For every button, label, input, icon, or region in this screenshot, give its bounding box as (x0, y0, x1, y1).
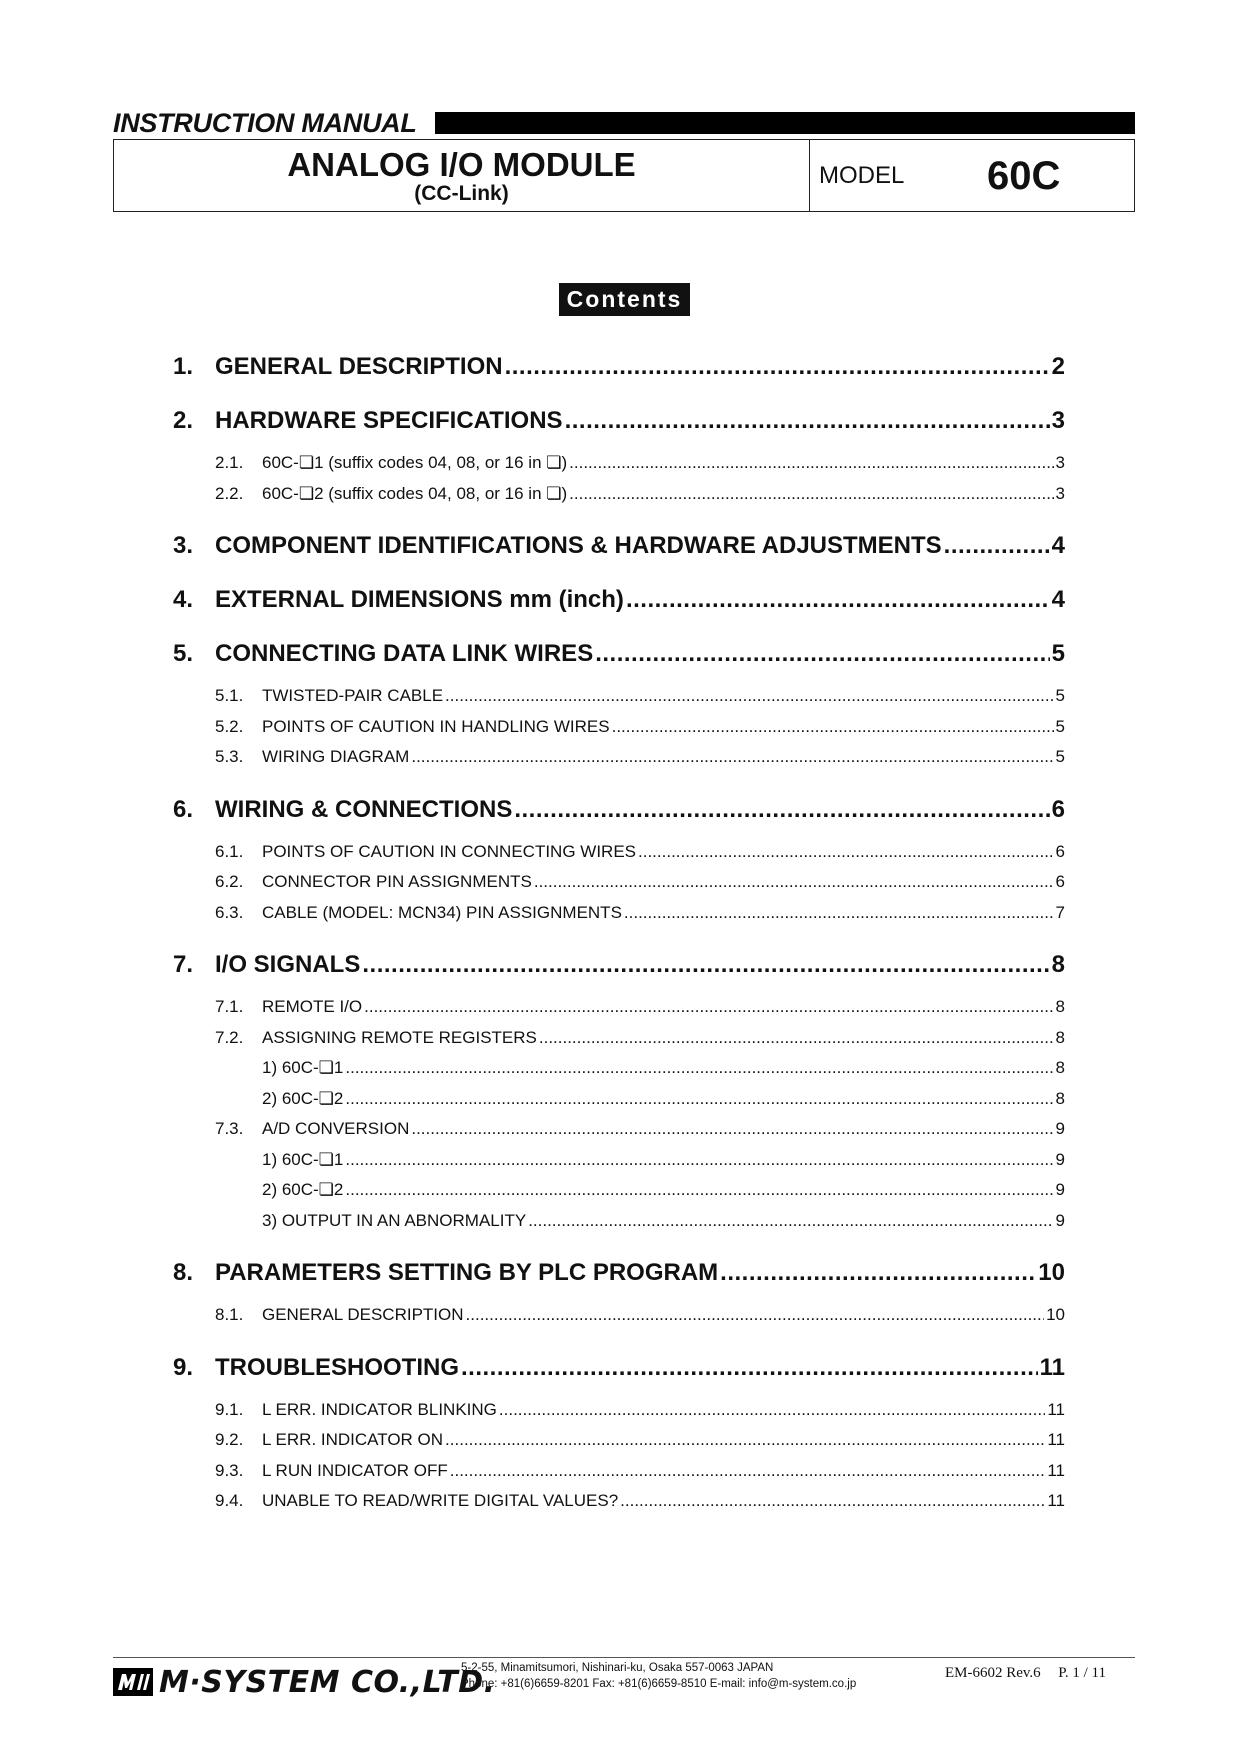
toc-leader-dots (411, 747, 1053, 767)
product-cell (114, 140, 810, 211)
toc-entry-page: 3 (1051, 407, 1065, 434)
toc-entry-title: L RUN INDICATOR OFF (262, 1460, 448, 1480)
toc-entry-minor[interactable] (173, 1206, 1065, 1237)
document-number: EM-6602 Rev.6 (945, 1665, 1041, 1681)
toc-entry-page: 4 (1051, 586, 1065, 613)
toc-leader-dots (539, 1028, 1054, 1048)
toc-entry-minor[interactable] (173, 681, 1065, 712)
m-system-logo-icon (113, 1668, 153, 1696)
toc-entry-page: 5 (1051, 640, 1065, 667)
toc-entry-minor[interactable] (173, 448, 1065, 479)
toc-entry-number: 1. (173, 353, 194, 380)
toc-entry-page: 11 (1047, 1460, 1065, 1480)
toc-leader-dots (445, 1430, 1045, 1450)
toc-entry-minor[interactable] (173, 1395, 1065, 1426)
toc-entry-page: 11 (1047, 1430, 1065, 1450)
toc-leader-dots (345, 1089, 1053, 1109)
toc-entry-title: WIRING DIAGRAM (262, 747, 410, 767)
toc-entry-number: 7.1. (215, 997, 244, 1017)
toc-entry-number: 2.1. (215, 453, 244, 473)
toc-entry-page: 5 (1055, 686, 1065, 706)
page-number: P. 1 / 11 (1058, 1665, 1106, 1681)
footer-divider (113, 1657, 1135, 1658)
toc-entry-title: CONNECTOR PIN ASSIGNMENTS (262, 872, 532, 892)
toc-entry-page: 6 (1055, 841, 1065, 861)
toc-entry-number: 4. (173, 586, 194, 613)
toc-entry-number: 9.2. (215, 1430, 244, 1450)
toc-leader-dots (565, 407, 1050, 435)
toc-entry-title: 60C-❏2 (suffix codes 04, 08, or 16 in ❏) (262, 483, 568, 503)
toc-entry-number: 9.4. (215, 1491, 244, 1511)
toc-entry-title: POINTS OF CAUTION IN CONNECTING WIRES (262, 841, 637, 861)
toc-entry-number: 9.1. (215, 1399, 244, 1419)
toc-entry-title: EXTERNAL DIMENSIONS mm (inch) (215, 586, 624, 613)
toc-entry-page: 6 (1051, 795, 1065, 823)
toc-leader-dots (499, 1400, 1045, 1420)
toc-leader-dots (944, 532, 1050, 560)
company-address-block (461, 1660, 856, 1692)
toc-entry-number: 7. (173, 951, 194, 978)
toc-entry-minor[interactable] (173, 1023, 1065, 1054)
toc-entry-page: 3 (1055, 453, 1065, 473)
contents-heading: Contents (559, 283, 690, 316)
toc-entry-page: 8 (1055, 1058, 1065, 1078)
toc-leader-dots (445, 686, 1053, 706)
toc-leader-dots (461, 1354, 1038, 1382)
toc-section (173, 519, 1065, 573)
toc-entry-title: GENERAL DESCRIPTION (262, 1305, 464, 1325)
toc-entry-page: 5 (1055, 747, 1065, 767)
toc-entry-major[interactable] (173, 1341, 1065, 1395)
toc-entry-page: 6 (1055, 872, 1065, 892)
toc-entry-page: 9 (1055, 1180, 1065, 1200)
toc-leader-dots (345, 1180, 1053, 1200)
toc-entry-page: 9 (1055, 1210, 1065, 1230)
toc-entry-title: CABLE (MODEL: MCN34) PIN ASSIGNMENTS (262, 902, 622, 922)
toc-entry-page: 8 (1055, 997, 1065, 1017)
toc-entry-title: I/O SIGNALS (215, 951, 361, 978)
toc-entry-minor[interactable] (173, 1145, 1065, 1176)
toc-entry-page: 7 (1055, 902, 1065, 922)
toc-entry-major[interactable] (173, 938, 1065, 992)
toc-entry-minor[interactable] (173, 1425, 1065, 1456)
toc-entry-major[interactable] (173, 783, 1065, 837)
toc-entry-page: 10 (1046, 1305, 1065, 1325)
toc-entry-title: TROUBLESHOOTING (215, 1353, 459, 1381)
toc-entry-page: 8 (1055, 1088, 1065, 1108)
toc-section (173, 627, 1065, 783)
toc-leader-dots (528, 1211, 1053, 1231)
toc-leader-dots (505, 353, 1050, 381)
toc-entry-title: 2) 60C-❏2 (262, 1088, 344, 1108)
toc-entry-number: 7.2. (215, 1027, 244, 1047)
toc-entry-minor[interactable] (173, 1486, 1065, 1517)
toc-entry-title: 2) 60C-❏2 (262, 1180, 344, 1200)
toc-entry-minor[interactable] (173, 1175, 1065, 1206)
toc-entry-number: 5. (173, 640, 194, 667)
model-value: 60C (987, 154, 1061, 198)
toc-entry-major[interactable] (173, 340, 1065, 394)
company-logo (113, 1663, 496, 1701)
company-name: M·SYSTEM CO.,LTD. (159, 1664, 496, 1700)
toc-leader-dots (411, 1119, 1053, 1139)
toc-entry-page: 8 (1051, 951, 1065, 978)
toc-entry-number: 8.1. (215, 1305, 244, 1325)
toc-leader-dots (514, 796, 1049, 824)
toc-entry-title: COMPONENT IDENTIFICATIONS & HARDWARE ADJUSTMENTS (215, 532, 942, 559)
toc-entry-minor[interactable] (173, 837, 1065, 868)
toc-entry-page: 4 (1051, 532, 1065, 559)
model-label: MODEL (819, 162, 905, 189)
toc-entry-minor[interactable] (173, 479, 1065, 510)
toc-section (173, 938, 1065, 1246)
toc-leader-dots (624, 903, 1054, 923)
toc-entry-minor[interactable] (173, 1084, 1065, 1115)
toc-entry-title: L ERR. INDICATOR ON (262, 1430, 444, 1450)
toc-entry-title: ASSIGNING REMOTE REGISTERS (262, 1027, 537, 1047)
toc-leader-dots (638, 842, 1054, 862)
toc-entry-minor[interactable] (173, 992, 1065, 1023)
toc-entry-major[interactable] (173, 627, 1065, 681)
toc-entry-number: 6.2. (215, 872, 244, 892)
toc-entry-minor[interactable] (173, 898, 1065, 929)
toc-entry-number: 3. (173, 532, 194, 559)
toc-entry-page: 5 (1055, 716, 1065, 736)
toc-section (173, 573, 1065, 627)
toc-entry-page: 11 (1039, 1353, 1065, 1381)
toc-entry-page: 9 (1055, 1149, 1065, 1169)
instruction-manual-label: INSTRUCTION MANUAL (113, 108, 425, 138)
toc-entry-number: 5.3. (215, 747, 244, 767)
document-reference (945, 1663, 1106, 1683)
toc-entry-number: 7.3. (215, 1119, 244, 1139)
toc-leader-dots (345, 1058, 1053, 1078)
toc-entry-minor[interactable] (173, 742, 1065, 773)
toc-leader-dots (569, 484, 1053, 504)
product-subtitle: (CC-Link) (414, 182, 509, 205)
toc-section (173, 340, 1065, 394)
toc-entry-major[interactable] (173, 573, 1065, 627)
toc-leader-dots (569, 453, 1053, 473)
toc-entry-page: 9 (1055, 1119, 1065, 1139)
company-contact: Phone: +81(6)6659-8201 Fax: +81(6)6659-8510 E-mail: info@m-system.co.jp (461, 1678, 857, 1690)
header-band (113, 108, 1135, 138)
toc-entry-number: 5.2. (215, 716, 244, 736)
toc-entry-title: PARAMETERS SETTING BY PLC PROGRAM (215, 1259, 719, 1286)
toc-entry-minor[interactable] (173, 1300, 1065, 1331)
toc-entry-title: CONNECTING DATA LINK WIRES (215, 640, 594, 667)
model-box (113, 139, 1135, 212)
toc-entry-page: 8 (1055, 1027, 1065, 1047)
toc-entry-number: 5.1. (215, 686, 244, 706)
toc-leader-dots (534, 872, 1054, 892)
toc-entry-title: WIRING & CONNECTIONS (215, 795, 513, 823)
toc-leader-dots (595, 640, 1049, 668)
toc-entry-title: TWISTED-PAIR CABLE (262, 686, 444, 706)
toc-entry-page: 11 (1047, 1399, 1065, 1419)
toc-leader-dots (612, 717, 1054, 737)
toc-leader-dots (626, 586, 1050, 614)
toc-leader-dots (364, 997, 1053, 1017)
toc-entry-major[interactable] (173, 394, 1065, 448)
toc-entry-title: REMOTE I/O (262, 997, 363, 1017)
header-black-bar (435, 112, 1135, 134)
toc-entry-title: 60C-❏1 (suffix codes 04, 08, or 16 in ❏) (262, 453, 568, 473)
toc-entry-number: 9.3. (215, 1460, 244, 1480)
company-address: 5-2-55, Minamitsumori, Nishinari-ku, Osaka 557-0063 JAPAN (461, 1662, 774, 1674)
toc-entry-page: 10 (1038, 1259, 1065, 1286)
toc-entry-title: A/D CONVERSION (262, 1119, 410, 1139)
toc-entry-minor[interactable] (173, 1114, 1065, 1145)
toc-entry-minor[interactable] (173, 867, 1065, 898)
toc-entry-title: L ERR. INDICATOR BLINKING (262, 1399, 497, 1419)
toc-leader-dots (720, 1259, 1036, 1287)
toc-entry-page: 3 (1055, 483, 1065, 503)
toc-section (173, 1341, 1065, 1527)
toc-leader-dots (345, 1150, 1053, 1170)
toc-entry-title: UNABLE TO READ/WRITE DIGITAL VALUES? (262, 1491, 619, 1511)
toc-section (173, 783, 1065, 939)
toc-leader-dots (620, 1491, 1045, 1511)
toc-leader-dots (466, 1305, 1045, 1325)
table-of-contents (173, 340, 1065, 1527)
toc-entry-minor[interactable] (173, 1053, 1065, 1084)
toc-entry-minor[interactable] (173, 712, 1065, 743)
toc-entry-title: 3) OUTPUT IN AN ABNORMALITY (262, 1210, 527, 1230)
toc-entry-title: HARDWARE SPECIFICATIONS (215, 407, 563, 434)
toc-entry-number: 8. (173, 1259, 194, 1286)
toc-section (173, 394, 1065, 519)
toc-entry-title: POINTS OF CAUTION IN HANDLING WIRES (262, 716, 610, 736)
toc-entry-number: 9. (173, 1353, 194, 1381)
toc-entry-number: 6. (173, 795, 194, 823)
toc-entry-minor[interactable] (173, 1456, 1065, 1487)
toc-entry-major[interactable] (173, 1246, 1065, 1300)
toc-entry-major[interactable] (173, 519, 1065, 573)
toc-entry-number: 2.2. (215, 483, 244, 503)
toc-entry-page: 2 (1051, 353, 1065, 380)
toc-entry-title: 1) 60C-❏1 (262, 1149, 344, 1169)
toc-section (173, 1246, 1065, 1341)
toc-entry-number: 2. (173, 407, 194, 434)
toc-entry-title: GENERAL DESCRIPTION (215, 353, 503, 380)
toc-entry-page: 11 (1047, 1491, 1065, 1511)
toc-leader-dots (450, 1461, 1046, 1481)
product-name: ANALOG I/O MODULE (287, 146, 636, 183)
toc-entry-number: 6.1. (215, 841, 244, 861)
toc-entry-number: 6.3. (215, 902, 244, 922)
toc-leader-dots (362, 951, 1049, 979)
toc-entry-title: 1) 60C-❏1 (262, 1058, 344, 1078)
